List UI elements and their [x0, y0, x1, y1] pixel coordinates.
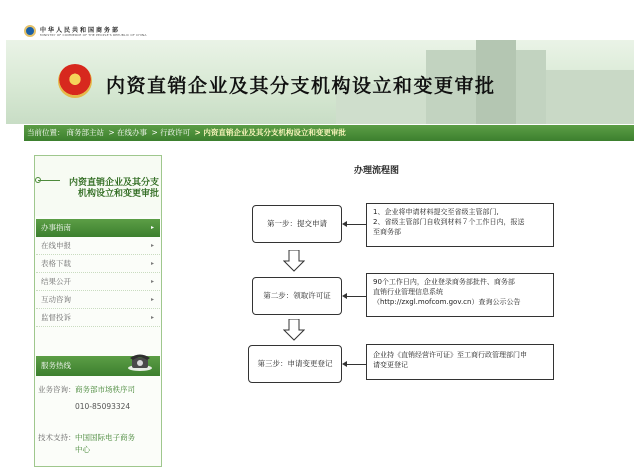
- top-bar: [0, 0, 640, 40]
- sidebar-item-results[interactable]: [36, 273, 160, 291]
- building-wing-graphic: [546, 70, 634, 124]
- sidebar-item-label: 办事指南: [41, 223, 71, 232]
- tech-support-label: 技术支持：: [38, 433, 76, 442]
- chevron-right-icon: ▸: [150, 278, 154, 285]
- sidebar-title: 内资直销企业及其分支机构设立和变更审批: [68, 178, 159, 199]
- chevron-right-icon: ▸: [150, 242, 154, 249]
- tech-support-link[interactable]: 中国国际电子商务: [75, 433, 135, 442]
- sidebar-item-label: 互动咨询: [41, 295, 71, 304]
- breadcrumb-prefix: 当前位置：: [27, 128, 65, 137]
- step-1-desc-line: 至商务部: [373, 228, 401, 236]
- step-2-desc-line: 直销行业管理信息系统: [373, 288, 443, 296]
- business-phone: 010-85093324: [75, 402, 131, 411]
- chevron-right-icon: ▸: [150, 314, 154, 321]
- step-3-desc-line: 企业持《直销经营许可证》至工商行政管理部门申: [373, 351, 527, 359]
- arrow-left-icon: [346, 364, 366, 365]
- ministry-name-english: MINISTRY OF COMMERCE OF THE PEOPLE'S REPUBLIC OF CHINA: [40, 33, 147, 37]
- flow-title: 办理流程图: [354, 166, 400, 176]
- ministry-logo-icon[interactable]: [24, 25, 36, 37]
- sidebar-item-online-apply[interactable]: [36, 237, 160, 255]
- arrow-down-icon: [283, 250, 305, 272]
- step-1-desc-line: 2、省级主管部门自收到材料７个工作日内，报送: [373, 218, 525, 226]
- page-title: 内资直销企业及其分支机构设立和变更审批: [106, 75, 496, 97]
- hotline-header: 服务热线: [36, 356, 160, 376]
- sidebar-item-complaint[interactable]: [36, 309, 160, 327]
- national-emblem-icon: [58, 64, 92, 98]
- sidebar-item-label: 在线申报: [41, 241, 71, 250]
- sidebar-header: [35, 156, 161, 216]
- breadcrumb-item-admin-license[interactable]: > 行政许可: [151, 128, 191, 137]
- step-3-description: [366, 344, 554, 380]
- arrow-left-icon: [346, 224, 366, 225]
- chevron-right-icon: ▸: [150, 224, 154, 231]
- page-banner: [6, 40, 634, 124]
- sidebar-item-consult[interactable]: [36, 291, 160, 309]
- arrow-down-icon: [283, 319, 305, 341]
- step-3-box: [248, 345, 342, 383]
- sidebar: [34, 155, 162, 467]
- sidebar-item-label: 结果公开: [41, 277, 71, 286]
- chevron-right-icon: ▸: [150, 296, 154, 303]
- breadcrumb-item-home[interactable]: 商务部主站: [66, 128, 104, 137]
- sidebar-item-form-download[interactable]: [36, 255, 160, 273]
- phone-icon: [127, 350, 153, 372]
- divider: [38, 180, 60, 181]
- chevron-right-icon: ▸: [150, 260, 154, 267]
- breadcrumb-item-current: > 内资直销企业及其分支机构设立和变更审批: [194, 128, 346, 137]
- step-2-description: [366, 273, 554, 317]
- step-3-label: 第三步：申请变更登记: [257, 359, 333, 368]
- step-2-label: 第二步：领取许可证: [263, 291, 331, 300]
- breadcrumb-item-online-service[interactable]: > 在线办事: [108, 128, 148, 137]
- step-3-desc-line: 请变更登记: [373, 361, 408, 369]
- step-1-desc-line: 1、企业将申请材料提交至省级主管部门,: [373, 208, 499, 216]
- step-1-description: [366, 203, 554, 247]
- business-consult-label: 业务咨询：: [38, 385, 76, 394]
- step-1-label: 第一步：提交申请: [267, 219, 327, 228]
- step-2-desc-line: 90个工作日内，企业登录商务部批件、商务部: [373, 278, 515, 286]
- breadcrumb: [24, 125, 634, 141]
- ministry-name[interactable]: 中华人民共和国商务部: [40, 27, 121, 34]
- sidebar-item-label: 表格下载: [41, 259, 71, 268]
- business-consult-link[interactable]: 商务部市场秩序司: [75, 385, 135, 394]
- step-2-box: [252, 277, 342, 315]
- arrow-left-icon: [346, 296, 366, 297]
- sidebar-item-guide[interactable]: [36, 219, 160, 237]
- sidebar-item-label: 监督投诉: [41, 313, 71, 322]
- step-1-box: [252, 205, 342, 243]
- tech-support-link-cont[interactable]: 中心: [75, 445, 90, 454]
- step-2-desc-line: （http://zxgl.mofcom.gov.cn）查询公示公告: [373, 298, 521, 306]
